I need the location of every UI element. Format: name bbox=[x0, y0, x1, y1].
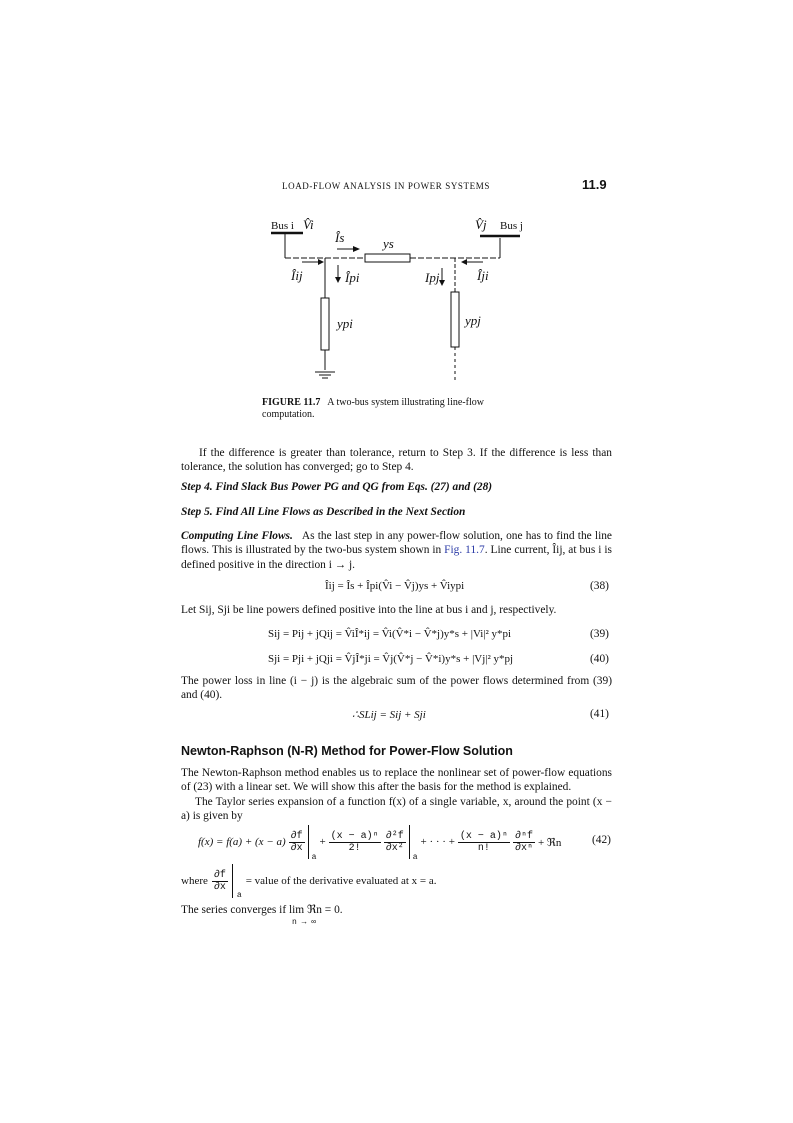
label-is: Îs bbox=[335, 230, 345, 245]
label-vi: V̂i bbox=[303, 217, 314, 232]
where-word: where bbox=[181, 875, 208, 887]
figure-caption-label: FIGURE 11.7 bbox=[262, 397, 321, 408]
where-text: = value of the derivative evaluated at x = a. bbox=[245, 875, 437, 887]
eq42-d1-den: ∂x bbox=[290, 842, 303, 854]
step-5-heading: Step 5. Find All Line Flows as Described in the Next Section bbox=[181, 506, 466, 518]
figure-caption-text: A two-bus system illustrating line-flow computation. bbox=[262, 397, 484, 420]
equation-42-number: (42) bbox=[592, 834, 611, 846]
eq42-remainder: + ℜn bbox=[537, 836, 562, 849]
line-flows-heading: Computing Line Flows. bbox=[181, 530, 293, 542]
paragraph-newton-raphson: The Newton-Raphson method enables us to replace the nonlinear set of power-flow equations of (23) with a linear set. We will show this after the basis for the method is explained. bbox=[181, 767, 612, 794]
eq42-d2-den: ∂x² bbox=[385, 842, 404, 854]
convergence-subscript: n → ∞ bbox=[292, 918, 317, 927]
equation-40-number: (40) bbox=[590, 653, 609, 665]
arrow-iji-icon bbox=[461, 259, 467, 265]
line-flows-text-2: . Line current, Îij, at bus i is defined positive in the direction i → j. bbox=[181, 544, 612, 571]
label-bus-j: Bus j bbox=[500, 220, 523, 232]
shunt-box-j bbox=[451, 292, 459, 347]
shunt-box-i bbox=[321, 298, 329, 350]
paragraph-tolerance: If the difference is greater than tolerance, return to Step 3. If the difference is less than tolerance, the solution has converged; go to Step 4. bbox=[181, 447, 612, 474]
series-admittance-box bbox=[365, 254, 410, 262]
page-number: 11.9 bbox=[582, 177, 607, 192]
convergence-text: The series converges if lim ℜn = 0. bbox=[181, 904, 343, 916]
label-ipi: Îpi bbox=[345, 270, 360, 285]
where-d-num: ∂f bbox=[213, 869, 226, 881]
two-bus-diagram bbox=[265, 210, 535, 390]
eq42-lhs: f(x) = f(a) + (x − a) bbox=[198, 836, 286, 848]
equation-38: Îij = Îs + Îpi(V̂i − V̂j)ys + V̂iypi bbox=[325, 580, 465, 592]
label-bus-i: Bus i bbox=[271, 220, 294, 232]
arrow-iij-icon bbox=[318, 259, 324, 265]
arrow-is-icon bbox=[353, 246, 360, 252]
eq42-sub-a: a bbox=[311, 853, 317, 862]
equation-41-number: (41) bbox=[590, 708, 609, 720]
paragraph-power-loss: The power loss in line (i − j) is the algebraic sum of the power flows determined from (39) and (40). bbox=[181, 675, 612, 702]
figure-caption bbox=[262, 397, 532, 421]
where-sub-a: a bbox=[236, 891, 242, 900]
label-ypi: ypi bbox=[337, 316, 353, 331]
eq42-t2-num: (x − a)ⁿ bbox=[330, 830, 379, 842]
equation-40: Sji = Pji + jQji = V̂jÎ*ji = V̂j(V̂*j − V̂*i)y*s + |Vj|² y*pj bbox=[268, 653, 514, 665]
eq42-dn-den: ∂xⁿ bbox=[514, 842, 533, 854]
paragraph-line-flows bbox=[181, 529, 612, 572]
paragraph-line-powers: Let Sij, Sji be line powers defined positive into the line at bus i and j, respectively. bbox=[181, 604, 557, 616]
label-ipj: Ipj bbox=[425, 270, 440, 285]
eq42-d1-num: ∂f bbox=[290, 830, 303, 842]
figure-link[interactable]: Fig. 11.7 bbox=[444, 544, 485, 557]
eq42-tn-num: (x − a)ⁿ bbox=[459, 830, 508, 842]
eq42-sub-a-2: a bbox=[412, 853, 418, 862]
eq42-dots: + · · · + bbox=[420, 836, 455, 848]
where-clause bbox=[181, 862, 436, 900]
arrow-ipi-icon bbox=[335, 277, 341, 283]
paragraph-taylor-series: The Taylor series expansion of a function f(x) of a single variable, x, around the point (x − a) is given by bbox=[181, 796, 612, 823]
eq42-d2-num: ∂²f bbox=[385, 830, 404, 842]
where-d-den: ∂x bbox=[213, 881, 226, 893]
eq42-dn-num: ∂ⁿf bbox=[514, 830, 533, 842]
running-header: LOAD-FLOW ANALYSIS IN POWER SYSTEMS bbox=[282, 181, 490, 191]
eq42-tn-den: n! bbox=[477, 842, 490, 854]
section-title: Newton-Raphson (N-R) Method for Power-Flow Solution bbox=[181, 744, 513, 758]
label-iji: Îji bbox=[477, 268, 489, 283]
step-4-heading: Step 4. Find Slack Bus Power PG and QG from Eqs. (27) and (28) bbox=[181, 481, 493, 493]
label-ypj: ypj bbox=[465, 313, 481, 328]
equation-41: ∴SLij = Sij + Sji bbox=[352, 709, 426, 721]
eq42-plus: + bbox=[319, 836, 326, 848]
label-ys: ys bbox=[383, 236, 394, 251]
equation-39-number: (39) bbox=[590, 628, 609, 640]
equation-38-number: (38) bbox=[590, 580, 609, 592]
label-iij: Îij bbox=[291, 268, 303, 283]
line-flows-text-1: As the last step in any power-flow solution, one has to find the line flows. This is illustrated by the two-bus system shown in bbox=[181, 530, 612, 557]
label-vj: V̂j bbox=[475, 217, 487, 232]
eq42-t2-den: 2! bbox=[348, 842, 361, 854]
equation-42 bbox=[198, 822, 561, 862]
equation-39: Sij = Pij + jQij = V̂iÎ*ij = V̂i(V̂*i − V̂*j)y*s + |Vi|² y*pi bbox=[268, 628, 512, 640]
arrow-ipj-icon bbox=[439, 280, 445, 286]
